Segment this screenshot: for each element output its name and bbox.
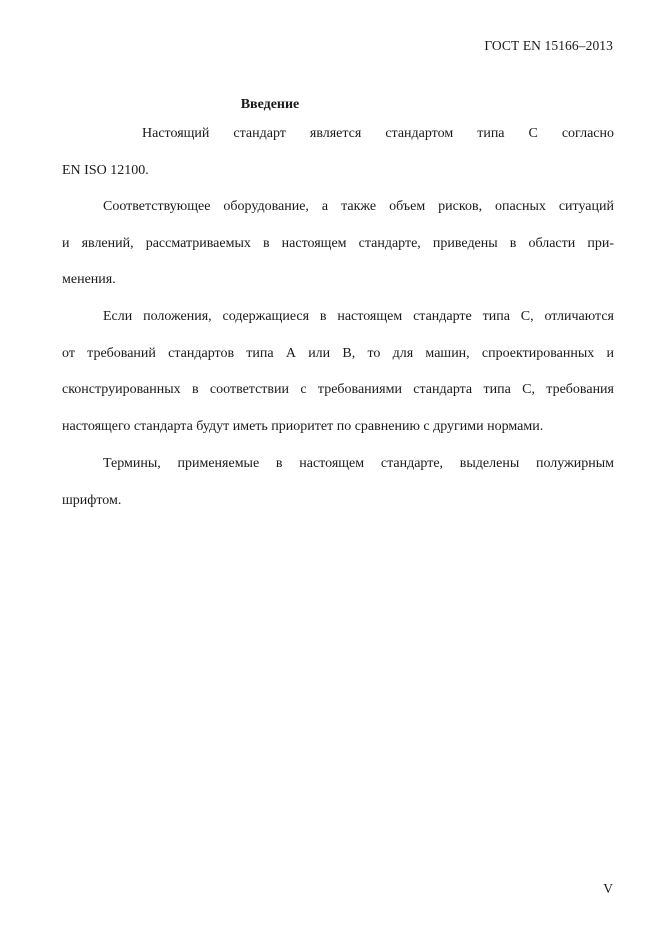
paragraph-line: шрифтом. bbox=[62, 492, 122, 508]
paragraph-line: менения. bbox=[62, 272, 116, 287]
paragraph-4 bbox=[62, 446, 614, 519]
paragraph-3 bbox=[62, 299, 614, 445]
paragraph-line: Если положения, содержащиеся в настоящем стандарте типа С, отличаются bbox=[103, 309, 614, 324]
paragraph-1 bbox=[62, 116, 614, 189]
section-title: Введение bbox=[240, 97, 300, 112]
paragraph-line: от требований стандартов типа А или В, то для машин, спроектированных и bbox=[62, 345, 614, 361]
document-code-header: ГОСТ EN 15166–2013 bbox=[484, 38, 613, 53]
paragraph-line: EN ISO 12100. bbox=[62, 162, 149, 178]
paragraph-line: Соответствующее оборудование, а также объем рисков, опасных ситуаций bbox=[103, 199, 614, 214]
paragraph-line: сконструированных в соответствии с требованиями стандарта типа С, требования bbox=[62, 382, 614, 397]
paragraph-line: Настоящий стандарт является стандартом типа С согласно bbox=[142, 126, 614, 141]
page-number: V bbox=[603, 881, 613, 896]
paragraph-line: и явлений, рассматриваемых в настоящем стандарте, приведены в области при- bbox=[62, 235, 614, 251]
paragraph-line: Термины, применяемые в настоящем стандарте, выделены полужирным bbox=[103, 456, 614, 471]
paragraph-line: настоящего стандарта будут иметь приоритет по сравнению с другими нормами. bbox=[62, 418, 544, 434]
paragraph-2 bbox=[62, 189, 614, 299]
